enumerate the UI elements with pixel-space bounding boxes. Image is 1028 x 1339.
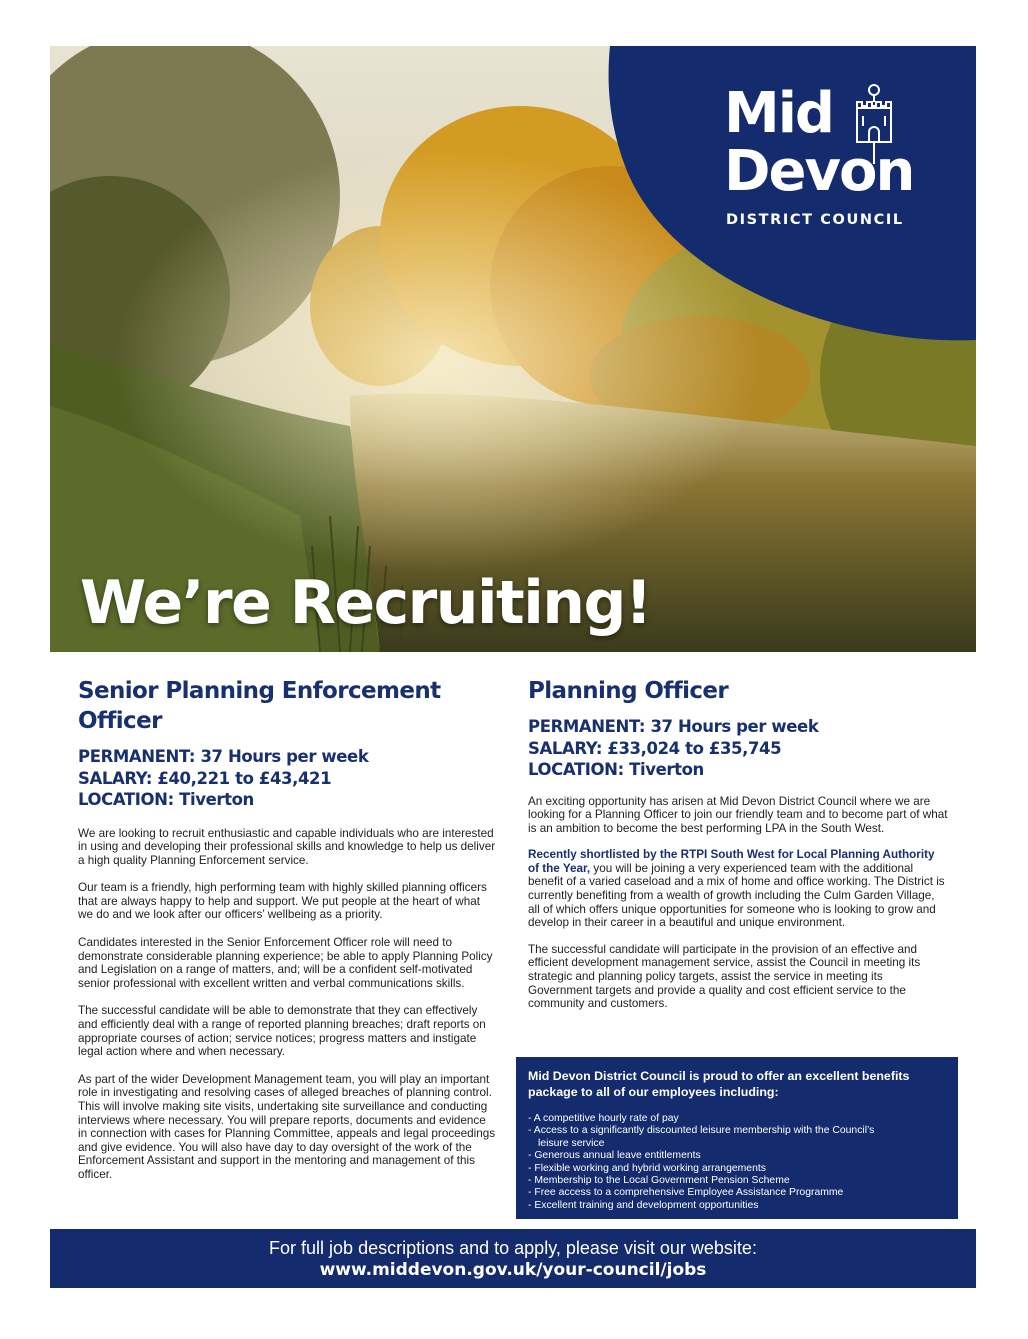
benefit-item: - Flexible working and hybrid working arrangements — [528, 1162, 766, 1174]
job-description-paragraph — [528, 848, 948, 930]
job-meta — [528, 716, 948, 781]
benefit-item: - Membership to the Local Government Pension Scheme — [528, 1175, 790, 1187]
benefit-item: - Excellent training and development opportunities — [528, 1199, 759, 1211]
job-description-paragraph: An exciting opportunity has arisen at Mid Devon District Council where we are looking for a Planning Officer to join our friendly team and to become part of what is an ambition to become the best performing LPA in the South West. — [528, 794, 948, 835]
mid-devon-logo — [724, 78, 924, 268]
benefit-item: leisure service — [538, 1137, 605, 1149]
paragraph-text: you will be joining a very experienced team with the additional benefit of a varied caseload and a mix of home and office working. The District is currently benefiting from a wealth of growth including the Culm Garden Village, all of which offers unique opportunities for someone who is looking to grow and develop in their career in a beautiful and unique environment. — [528, 861, 945, 930]
logo-text-mid: Mid — [724, 81, 834, 146]
rtpi-shortlist-highlight: Recently shortlisted by the RTPI South West for Local Planning Authority of the Year, — [528, 848, 935, 875]
job-description-paragraph: We are looking to recruit enthusiastic and capable individuals who are interested in using and developing their professional skills and knowledge to help us deliver a high quality Planning Enforcement service. — [78, 826, 496, 867]
footer-banner — [50, 1229, 976, 1288]
job-hours: PERMANENT: 37 Hours per week — [78, 747, 369, 766]
job-salary: SALARY: £40,221 to £43,421 — [78, 768, 332, 788]
hero-image — [50, 46, 976, 652]
job-salary: SALARY: £33,024 to £35,745 — [528, 738, 782, 758]
benefits-box — [516, 1057, 958, 1219]
footer-apply-text: For full job descriptions and to apply, please visit our website: — [269, 1238, 757, 1258]
logo-text-devon: Devon — [724, 139, 914, 204]
senior-planning-enforcement-officer-section — [78, 676, 498, 1182]
benefits-list — [528, 1113, 948, 1212]
job-description-paragraph: The successful candidate will participate in the provision of an effective and efficient development management service, assist the Council in meeting its strategic and planning policy targets, assist the service in meeting its Government targets and provide a quality and cost efficient service to the community and customers. — [528, 942, 921, 1011]
job-description-paragraph: Our team is a friendly, high performing team with highly skilled planning officers that are always happy to help and support. We put people at the heart of what we do and we look after our officers’ wellbeing as a priority. — [78, 881, 487, 922]
benefit-item: - Generous annual leave entitlements — [528, 1150, 701, 1162]
job-description-paragraph: The successful candidate will be able to demonstrate that they can effectively and efficiently deal with a range of reported planning breaches; draft reports on appropriate courses of action; service notices; progress matters and instigate legal action where and when necessary. — [78, 1004, 486, 1059]
recruiting-headline: We’re Recruiting! — [80, 568, 651, 638]
job-title: Senior Planning Enforcement Officer — [78, 678, 441, 734]
footer-website-link[interactable]: www.middevon.gov.uk/your-council/jobs — [319, 1260, 707, 1280]
job-meta — [78, 746, 498, 811]
benefit-item: - Free access to a comprehensive Employee Assistance Programme — [528, 1187, 844, 1199]
job-title: Planning Officer — [528, 678, 729, 704]
castle-crest-icon — [849, 78, 899, 168]
benefit-item: - A competitive hourly rate of pay — [528, 1113, 679, 1124]
job-description-paragraph: Candidates interested in the Senior Enforcement Officer role will need to demonstrate considerable planning experience; be able to apply Planning Policy and Legislation on a range of matters, and; will be a confident self-motivated senior professional with excellent written and verbal communications skills. — [78, 936, 493, 990]
job-location: LOCATION: Tiverton — [528, 760, 704, 779]
planning-officer-section — [528, 676, 948, 1011]
job-hours: PERMANENT: 37 Hours per week — [528, 717, 819, 736]
benefit-item: - Access to a significantly discounted leisure membership with the Council’s — [528, 1125, 875, 1137]
benefits-heading: Mid Devon District Council is proud to offer an excellent benefits package to all of our employees including: — [528, 1069, 910, 1099]
job-location: LOCATION: Tiverton — [78, 790, 254, 809]
logo-text-district-council: DISTRICT COUNCIL — [726, 212, 904, 228]
job-description-paragraph: As part of the wider Development Management team, you will play an important role in investigating and resolving cases of alleged breaches of planning control. This will involve making site visits, undertaking site surveillance and conducting interviews where necessary. You will prepare reports, documents and evidence in connection with cases for Planning Committee, appeals and legal proceedings and give evidence. You will also have day to day oversight of the work of the Enforcement Assistant and support in the mentoring and management of this officer. — [78, 1072, 496, 1181]
